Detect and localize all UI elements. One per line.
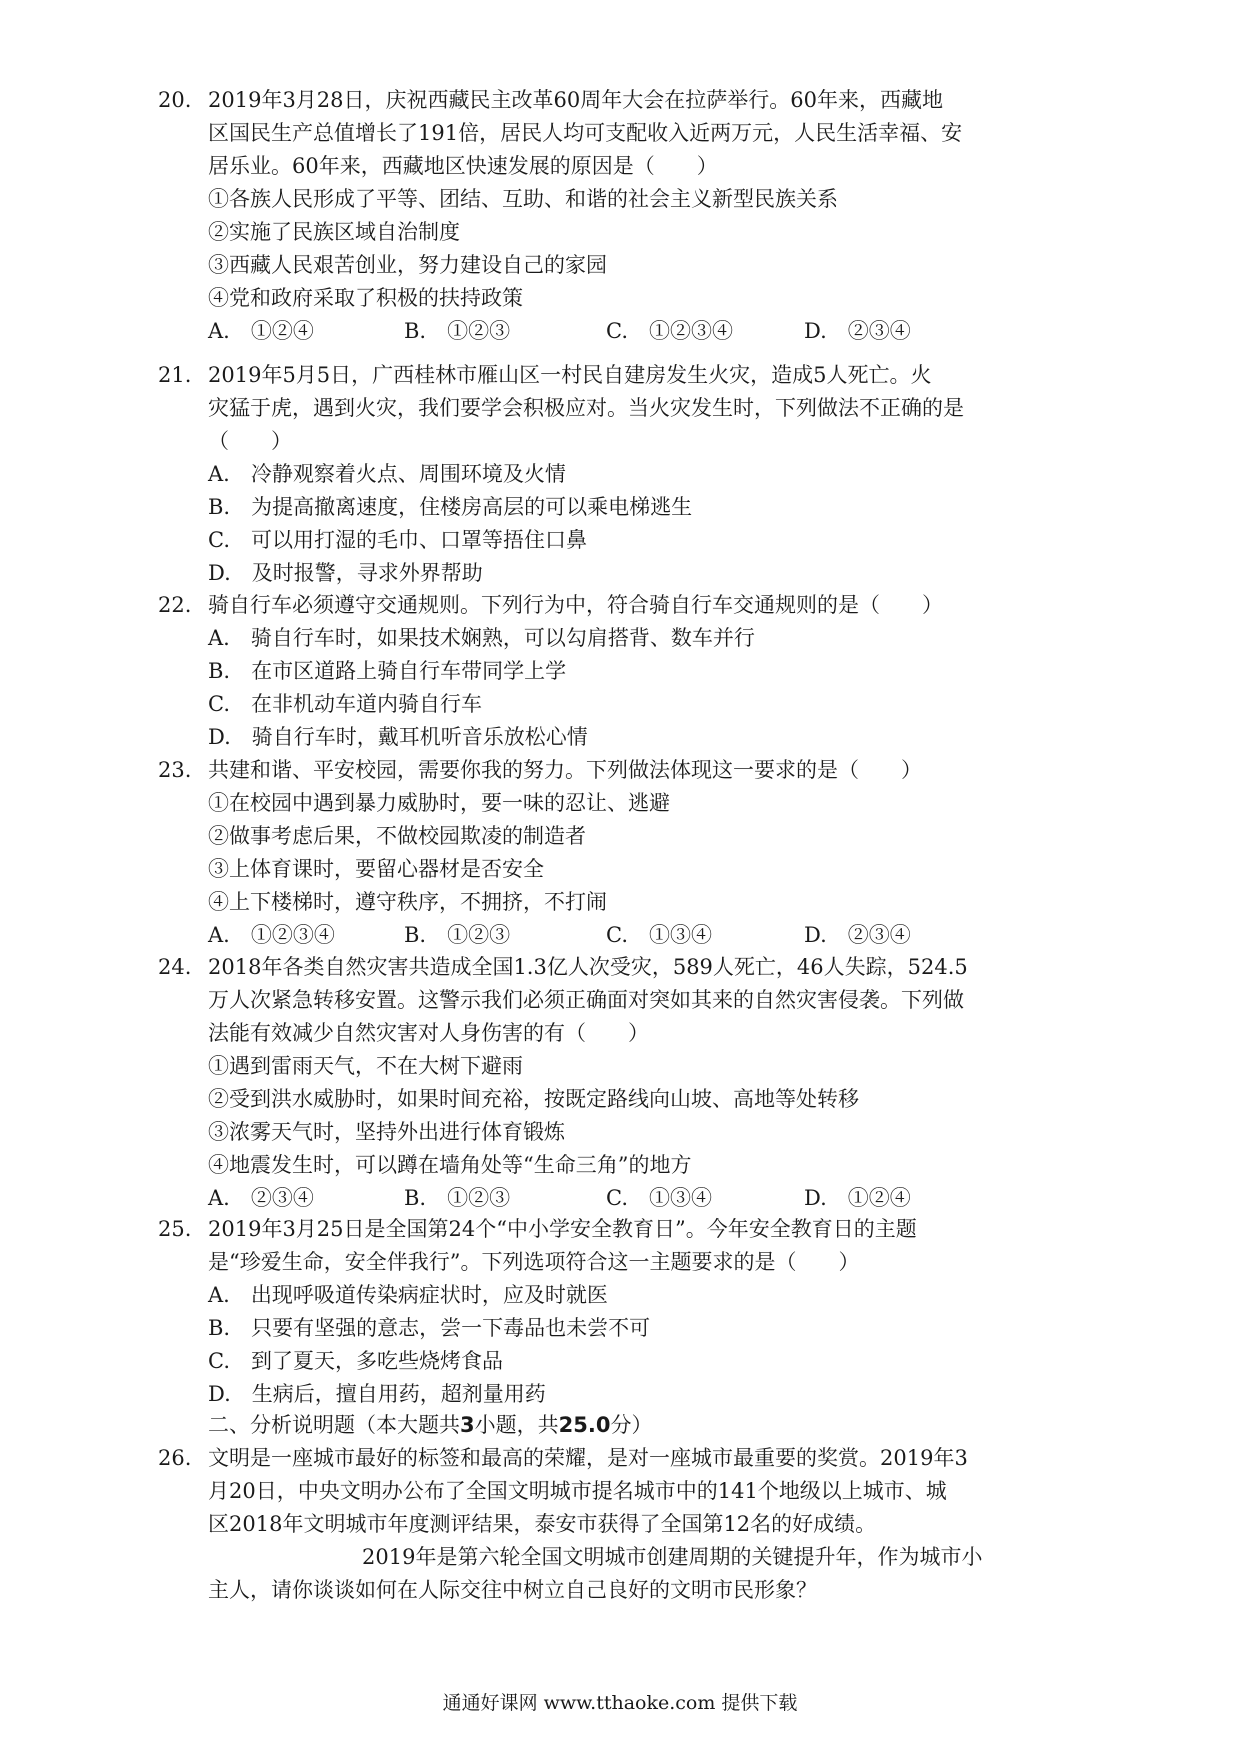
question-20 (158, 84, 1038, 348)
choice-d: D. 骑自行车时，戴耳机听音乐放松心情 (208, 725, 588, 749)
option-b: B. ①②③ (404, 319, 511, 343)
choice-c: C. 在非机动车道内骑自行车 (208, 692, 482, 716)
option-d: D. ②③④ (804, 319, 911, 343)
choice-a: A. 出现呼吸道传染病症状时，应及时就医 (208, 1283, 608, 1307)
question-text-line: 万人次紧急转移安置。这警示我们必须正确面对突如其来的自然灾害侵袭。下列做 (208, 988, 964, 1012)
question-23 (158, 754, 1038, 952)
section-title-mid: 小题，共 (474, 1413, 559, 1437)
footer-credit: 通通好课网 www.tthaoke.com 提供下载 (442, 1692, 798, 1714)
option-d: D. ①②④ (804, 1186, 911, 1210)
question-22 (158, 589, 1038, 754)
question-text-line: 2019年是第六轮全国文明城市创建周期的关键提升年，作为城市小 (362, 1545, 983, 1569)
option-b: B. ①②③ (404, 1186, 511, 1210)
choice-c: C. 到了夏天，多吃些烧烤食品 (208, 1349, 503, 1373)
statement: ②做事考虑后果，不做校园欺凌的制造者 (208, 824, 586, 848)
question-text-line: 骑自行车必须遵守交通规则。下列行为中，符合骑自行车交通规则的是（ ） (208, 593, 943, 617)
answer-options (208, 1182, 1038, 1215)
question-text-line: 共建和谐、平安校园，需要你我的努力。下列做法体现这一要求的是（ ） (208, 758, 922, 782)
question-21 (158, 359, 1038, 590)
question-text-line: 2019年3月28日，庆祝西藏民主改革60周年大会在拉萨举行。60年来，西藏地 (208, 88, 943, 112)
statement: ③浓雾天气时，坚持外出进行体育锻炼 (208, 1120, 565, 1144)
statement: ②受到洪水威胁时，如果时间充裕，按既定路线向山坡、高地等处转移 (208, 1087, 859, 1111)
statement: ①各族人民形成了平等、团结、互助、和谐的社会主义新型民族关系 (208, 187, 838, 211)
statement: ①遇到雷雨天气，不在大树下避雨 (208, 1054, 523, 1078)
question-text-line: 区2018年文明城市年度测评结果，泰安市获得了全国第12名的好成绩。 (208, 1512, 877, 1536)
question-text-line: （ ） (208, 429, 292, 453)
question-number: 21. (158, 363, 192, 387)
option-c: C. ①②③④ (606, 319, 733, 343)
question-text-line: 法能有效减少自然灾害对人身伤害的有（ ） (208, 1021, 649, 1045)
statement: ①在校园中遇到暴力威胁时，要一味的忍让、逃避 (208, 791, 670, 815)
statement: ④地震发生时，可以蹲在墙角处等“生命三角”的地方 (208, 1153, 692, 1177)
option-a: A. ①②④ (208, 319, 314, 343)
section-title-prefix: 二、分析说明题（本大题共 (208, 1413, 460, 1437)
question-number: 20. (158, 88, 192, 112)
question-text-line: 月20日，中央文明办公布了全国文明城市提名城市中的141个地级以上城市、城 (208, 1479, 947, 1503)
statement: ②实施了民族区域自治制度 (208, 220, 460, 244)
option-c: C. ①③④ (606, 923, 712, 947)
option-c: C. ①③④ (606, 1186, 712, 1210)
statement: ④上下楼梯时，遵守秩序，不拥挤，不打闹 (208, 890, 607, 914)
question-text-line: 灾猛于虎，遇到火灾，我们要学会积极应对。当火灾发生时，下列做法不正确的是 (208, 396, 964, 420)
choice-b: B. 为提高撤离速度，住楼房高层的可以乘电梯逃生 (208, 495, 693, 519)
question-text-line: 居乐业。60年来，西藏地区快速发展的原因是（ ） (208, 154, 718, 178)
question-number: 26. (158, 1446, 192, 1470)
answer-options (208, 919, 1038, 952)
question-text-line: 2018年各类自然灾害共造成全国1.3亿人次受灾，589人死亡，46人失踪，524.5 (208, 955, 968, 979)
question-number: 25. (158, 1217, 192, 1241)
section-heading (208, 1409, 652, 1442)
choice-b: B. 在市区道路上骑自行车带同学上学 (208, 659, 567, 683)
choice-a: A. 骑自行车时，如果技术娴熟，可以勾肩搭背、数车并行 (208, 626, 755, 650)
question-text-line: 2019年5月5日，广西桂林市雁山区一村民自建房发生火灾，造成5人死亡。火 (208, 363, 932, 387)
question-text-line: 2019年3月25日是全国第24个“中小学安全教育日”。今年安全教育日的主题 (208, 1217, 917, 1241)
statement: ④党和政府采取了积极的扶持政策 (208, 286, 523, 310)
question-text-line: 文明是一座城市最好的标签和最高的荣耀，是对一座城市最重要的奖赏。2019年3 (208, 1446, 968, 1470)
section-title-suffix: 分） (610, 1413, 653, 1437)
option-a: A. ②③④ (208, 1186, 314, 1210)
choice-c: C. 可以用打湿的毛巾、口罩等捂住口鼻 (208, 528, 587, 552)
section-score: 25.0 (558, 1413, 611, 1437)
question-24 (158, 951, 1038, 1215)
choice-b: B. 只要有坚强的意志，尝一下毒品也未尝不可 (208, 1316, 651, 1340)
statement: ③上体育课时，要留心器材是否安全 (208, 857, 544, 881)
question-number: 23. (158, 758, 192, 782)
answer-options (208, 315, 1038, 348)
option-d: D. ②③④ (804, 923, 911, 947)
section-question-count: 3 (460, 1413, 475, 1437)
question-number: 24. (158, 955, 192, 979)
option-b: B. ①②③ (404, 923, 511, 947)
choice-d: D. 及时报警，寻求外界帮助 (208, 561, 483, 585)
choice-d: D. 生病后，擅自用药，超剂量用药 (208, 1382, 546, 1406)
question-text-line: 主人，请你谈谈如何在人际交往中树立自己良好的文明市民形象？ (208, 1578, 817, 1602)
question-text-line: 是“珍爱生命，安全伴我行”。下列选项符合这一主题要求的是（ ） (208, 1250, 860, 1274)
question-text-line: 区国民生产总值增长了191倍，居民人均可支配收入近两万元，人民生活幸福、安 (208, 121, 963, 145)
question-26 (158, 1442, 1038, 1607)
option-a: A. ①②③④ (208, 923, 335, 947)
question-number: 22. (158, 593, 192, 617)
choice-a: A. 冷静观察着火点、周围环境及火情 (208, 462, 566, 486)
question-25 (158, 1213, 1038, 1411)
statement: ③西藏人民艰苦创业，努力建设自己的家园 (208, 253, 607, 277)
